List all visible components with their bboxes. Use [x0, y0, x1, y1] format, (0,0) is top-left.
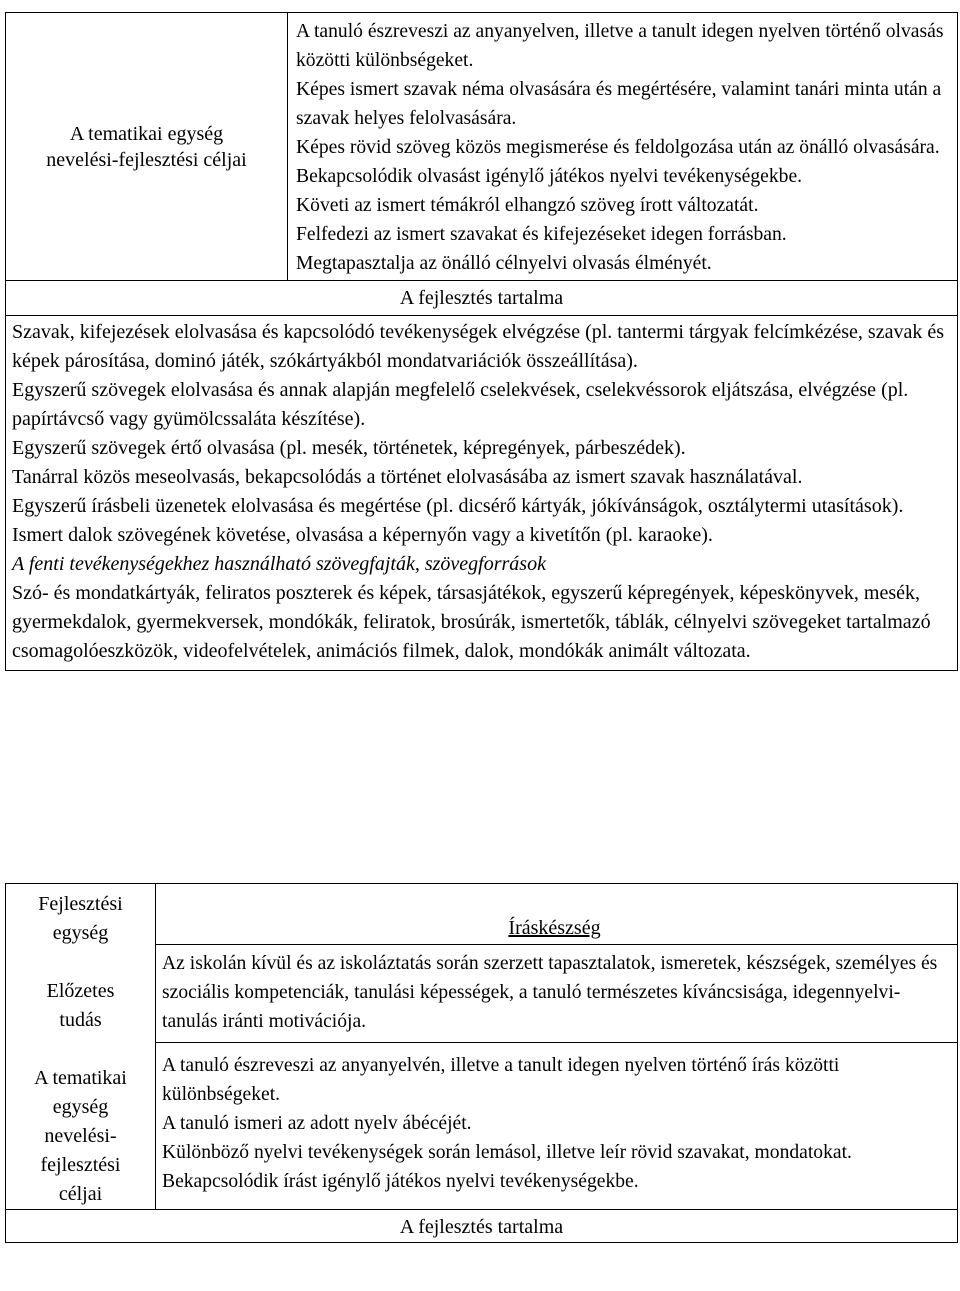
goal-item: Követi az ismert témákról elhangzó szöveg írott változatát. — [296, 195, 759, 216]
writing-goals-list — [162, 1043, 947, 1202]
goals-label-line: egység — [52, 1096, 109, 1118]
unit-content-cell — [156, 884, 958, 1210]
writing-goal-item: Különböző nyelvi tevékenységek során lemásol, illetve leír rövid szavakat, mondatokat. — [162, 1142, 852, 1163]
goal-item: Bekapcsolódik olvasást igénylő játékos nyelvi tevékenységekbe. — [296, 166, 803, 187]
content-heading-cell — [6, 281, 958, 316]
writing-unit-row — [6, 884, 958, 1210]
writing-content-heading-row — [6, 1210, 958, 1243]
content-item: Ismert dalok szövegének követése, olvasása a képernyőn vagy a kivetítőn (pl. karaoke). — [12, 524, 713, 546]
goals-label-line: fejlesztési — [40, 1154, 121, 1176]
goals-label-line2: nevelési-fejlesztési céljai — [46, 148, 247, 171]
goals-label-line: céljai — [58, 1183, 103, 1205]
prior-label-line1: Előzetes — [46, 980, 115, 1002]
goal-item: Megtapasztalja az önálló célnyelvi olvasás élményét. — [296, 253, 712, 274]
content-heading: A fejlesztés tartalma — [399, 287, 564, 309]
prior-knowledge-text: Az iskolán kívül és az iskoláztatás során szerzett tapasztalatok, ismeretek, készségek, személyes és szociális kompetenciák, tanulási képességek, a tanuló természetes kíváncsisága, idegennyelvi-tanulás iránti motivációja. — [162, 953, 938, 1032]
goals-label-line1: A tematikai egység — [69, 122, 224, 145]
goals-row — [6, 13, 958, 281]
unit-label-line1: Fejlesztési — [38, 893, 123, 915]
unit-title: Íráskészség — [508, 917, 601, 939]
goals-label-line: nevelési- — [44, 1125, 117, 1147]
writing-goal-item: Bekapcsolódik írást igénylő játékos nyelvi tevékenységekbe. — [162, 1171, 639, 1192]
goal-item: A tanuló észreveszi az anyanyelven, illetve a tanult idegen nyelven történő olvasás közötti különbségeket. — [296, 21, 944, 71]
content-item: Tanárral közös meseolvasás, bekapcsolódás a történet elolvasásába az ismert szavak használatával. — [12, 466, 803, 488]
goal-item: Képes rövid szöveg közös megismerése és feldolgozása után az önálló olvasására. — [296, 137, 940, 158]
content-item: Egyszerű szövegek elolvasása és annak alapján megfelelő cselekvések, cselekvéssorok eljátszása, elvégzése (pl. papírtávcső vagy gyümölcssaláta készítése). — [12, 379, 909, 430]
prior-label-line2: tudás — [59, 1009, 102, 1031]
content-item: Egyszerű szövegek értő olvasása (pl. mesék, történetek, képregények, párbeszédek). — [12, 437, 686, 459]
goal-item: Képes ismert szavak néma olvasására és megértésére, valamint tanári minta után a szavak helyes felolvasására. — [296, 79, 942, 129]
writing-unit-table — [5, 883, 958, 1243]
writing-goal-item: A tanuló észreveszi az anyanyelvén, illetve a tanult idegen nyelven történő írás közötti különbségeket. — [162, 1055, 840, 1105]
reading-goals-table — [5, 12, 958, 671]
goal-item: Felfedezi az ismert szavakat és kifejezéseket idegen forrásban. — [296, 224, 787, 245]
content-row — [6, 316, 958, 671]
content-cell — [6, 316, 958, 671]
writing-content-heading: A fejlesztés tartalma — [399, 1216, 564, 1238]
unit-label-line2: egység — [52, 922, 109, 944]
writing-goal-item: A tanuló ismeri az adott nyelv ábécéjét. — [162, 1113, 472, 1134]
unit-labels-cell — [6, 884, 156, 1210]
text-types-body: Szó- és mondatkártyák, feliratos poszterek és képek, társasjátékok, egyszerű képregények, képeskönyvek, mesék, gyermekdalok, gyermekversek, mondókák, feliratok, brosúrák, ismertetők, táblák, célnyelvi szövegeket tartalmazó csomagolóeszközök, videofelvételek, animációs filmek, dalok, mondókák animált változata. — [12, 582, 931, 662]
writing-content-heading-cell — [6, 1210, 958, 1243]
content-heading-row — [6, 281, 958, 316]
goals-label-cell — [6, 13, 288, 281]
goals-list-cell — [288, 13, 958, 281]
goals-label-line: A tematikai — [34, 1067, 127, 1089]
content-item: Egyszerű írásbeli üzenetek elolvasása és megértése (pl. dicsérő kártyák, jókívánságok, osztálytermi utasítások). — [12, 495, 904, 517]
content-item: Szavak, kifejezések elolvasása és kapcsolódó tevékenységek elvégzése (pl. tantermi tárgyak felcímkézése, szavak és képek párosítása, dominó játék, szókártyákból mondatvariációk összeállítása). — [12, 321, 945, 372]
text-types-heading: A fenti tevékenységekhez használható szövegfajták, szövegforrások — [12, 553, 546, 575]
